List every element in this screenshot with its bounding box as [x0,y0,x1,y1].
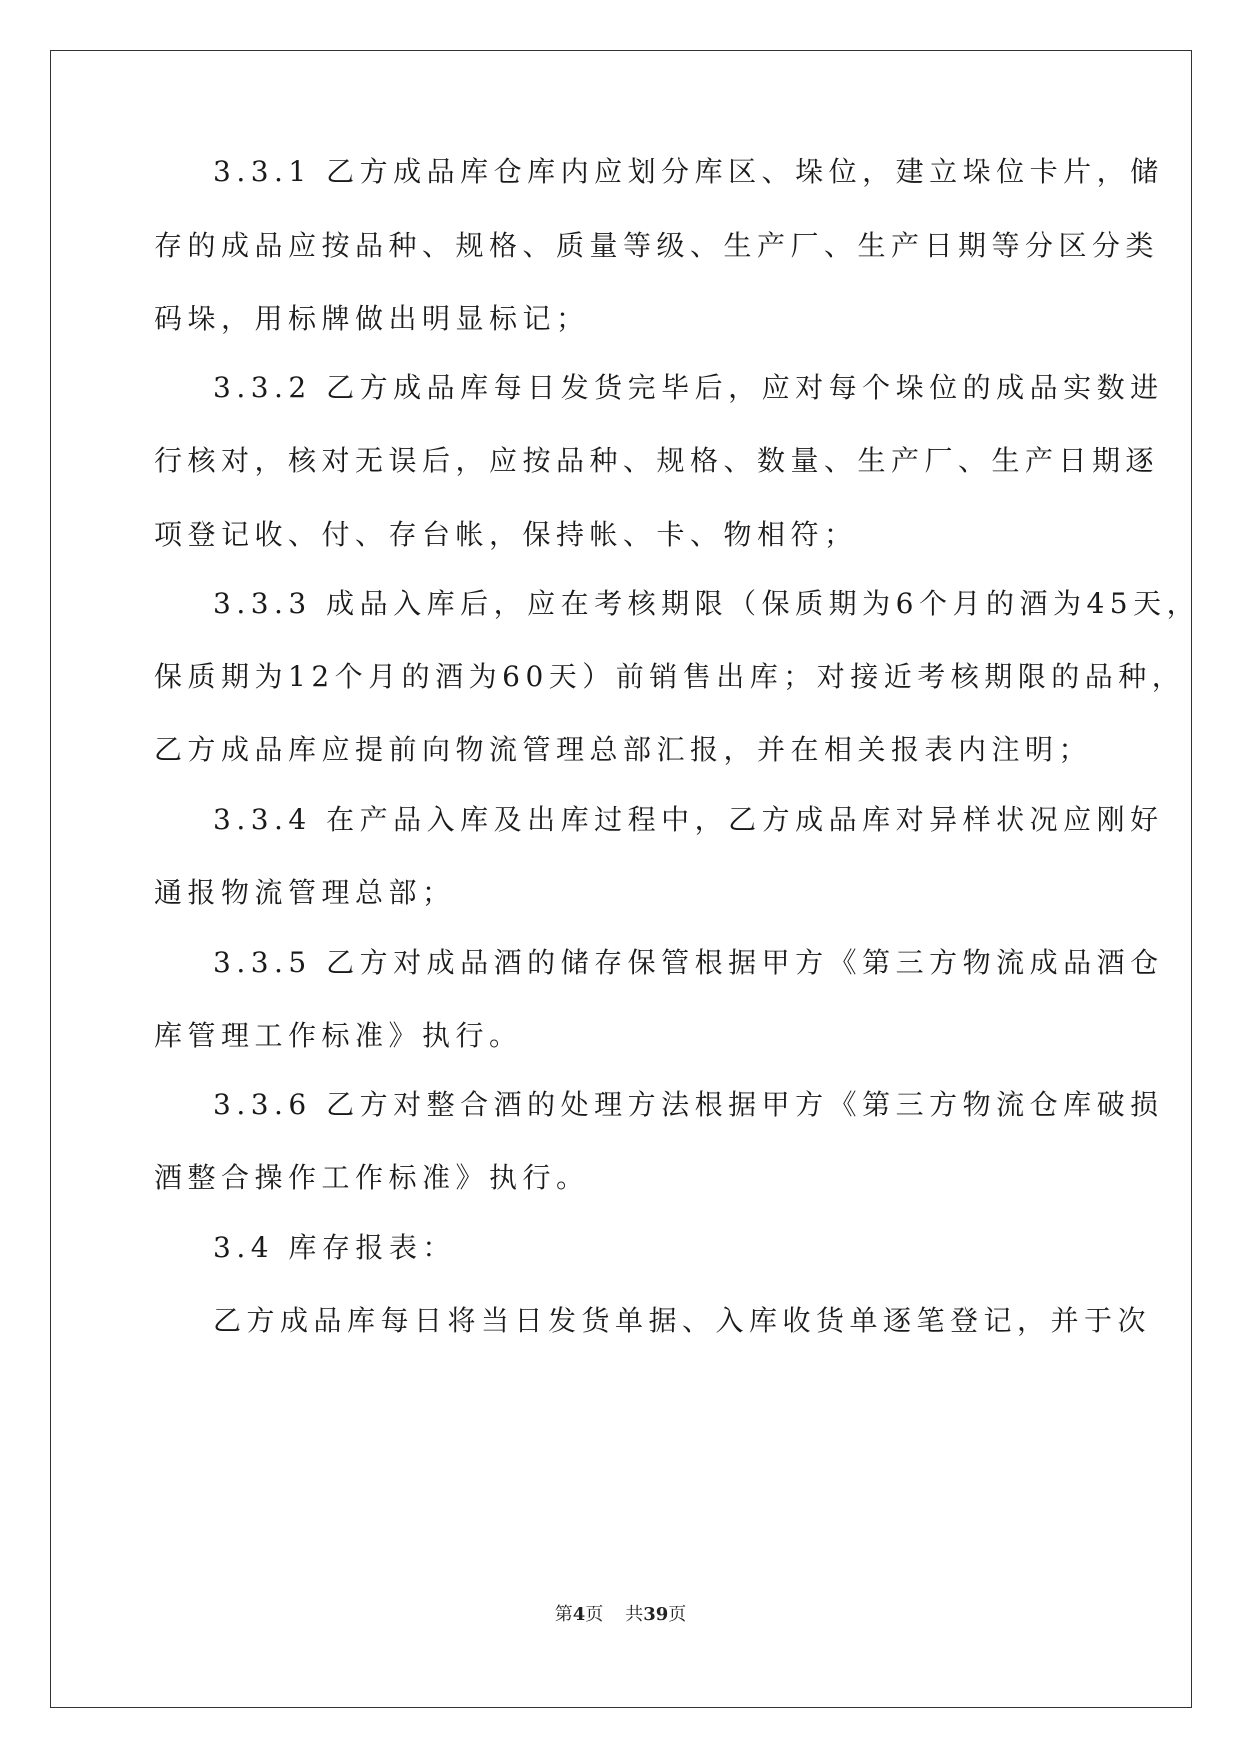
total-suffix: 页 [668,1604,687,1625]
paragraph-3-3-3-line-2: 保质期为12个月的酒为60天）前销售出库；对接近考核期限的品种， [154,660,1186,693]
paragraph-3-3-5-line-2: 库管理工作标准》执行。 [154,1019,523,1052]
paragraph-3-4-line-1: 乙方成品库每日将当日发货单据、入库收货单逐笔登记，并于次 [213,1304,1152,1337]
page-prefix: 第 [554,1604,573,1625]
total-pages: 39 [643,1604,669,1625]
paragraph-3-3-2-line-2: 行核对，核对无误后，应按品种、规格、数量、生产厂、生产日期逐 [154,444,1160,477]
page-footer [0,1600,1241,1626]
paragraph-3-3-2-line-3: 项登记收、付、存台帐，保持帐、卡、物相符； [154,518,858,551]
page-number: 4 [572,1604,586,1625]
paragraph-3-3-6-line-1: 3.3.6 乙方对整合酒的处理方法根据甲方《第三方物流仓库破损 [213,1088,1164,1121]
paragraph-3-3-3-line-1: 3.3.3 成品入库后，应在考核期限（保质期为6个月的酒为45天， [213,587,1201,620]
paragraph-3-3-4-line-1: 3.3.4 在产品入库及出库过程中，乙方成品库对异样状况应刚好 [213,803,1164,836]
paragraph-3-3-4-line-2: 通报物流管理总部； [154,876,456,909]
paragraph-3-3-1-line-2: 存的成品应按品种、规格、质量等级、生产厂、生产日期等分区分类 [154,229,1160,262]
paragraph-3-3-6-line-2: 酒整合操作工作标准》执行。 [154,1161,590,1194]
page-suffix: 页 [585,1604,604,1625]
section-3-4-heading: 3.4 库存报表： [213,1231,456,1264]
paragraph-3-3-5-line-1: 3.3.5 乙方对成品酒的储存保管根据甲方《第三方物流成品酒仓 [213,946,1164,979]
paragraph-3-3-1-line-3: 码垛，用标牌做出明显标记； [154,302,590,335]
total-prefix: 共 [625,1604,644,1625]
paragraph-3-3-3-line-3: 乙方成品库应提前向物流管理总部汇报，并在相关报表内注明； [154,733,1093,766]
paragraph-3-3-1-line-1: 3.3.1 乙方成品库仓库内应划分库区、垛位，建立垛位卡片，储 [213,155,1164,188]
paragraph-3-3-2-line-1: 3.3.2 乙方成品库每日发货完毕后，应对每个垛位的成品实数进 [213,371,1164,404]
